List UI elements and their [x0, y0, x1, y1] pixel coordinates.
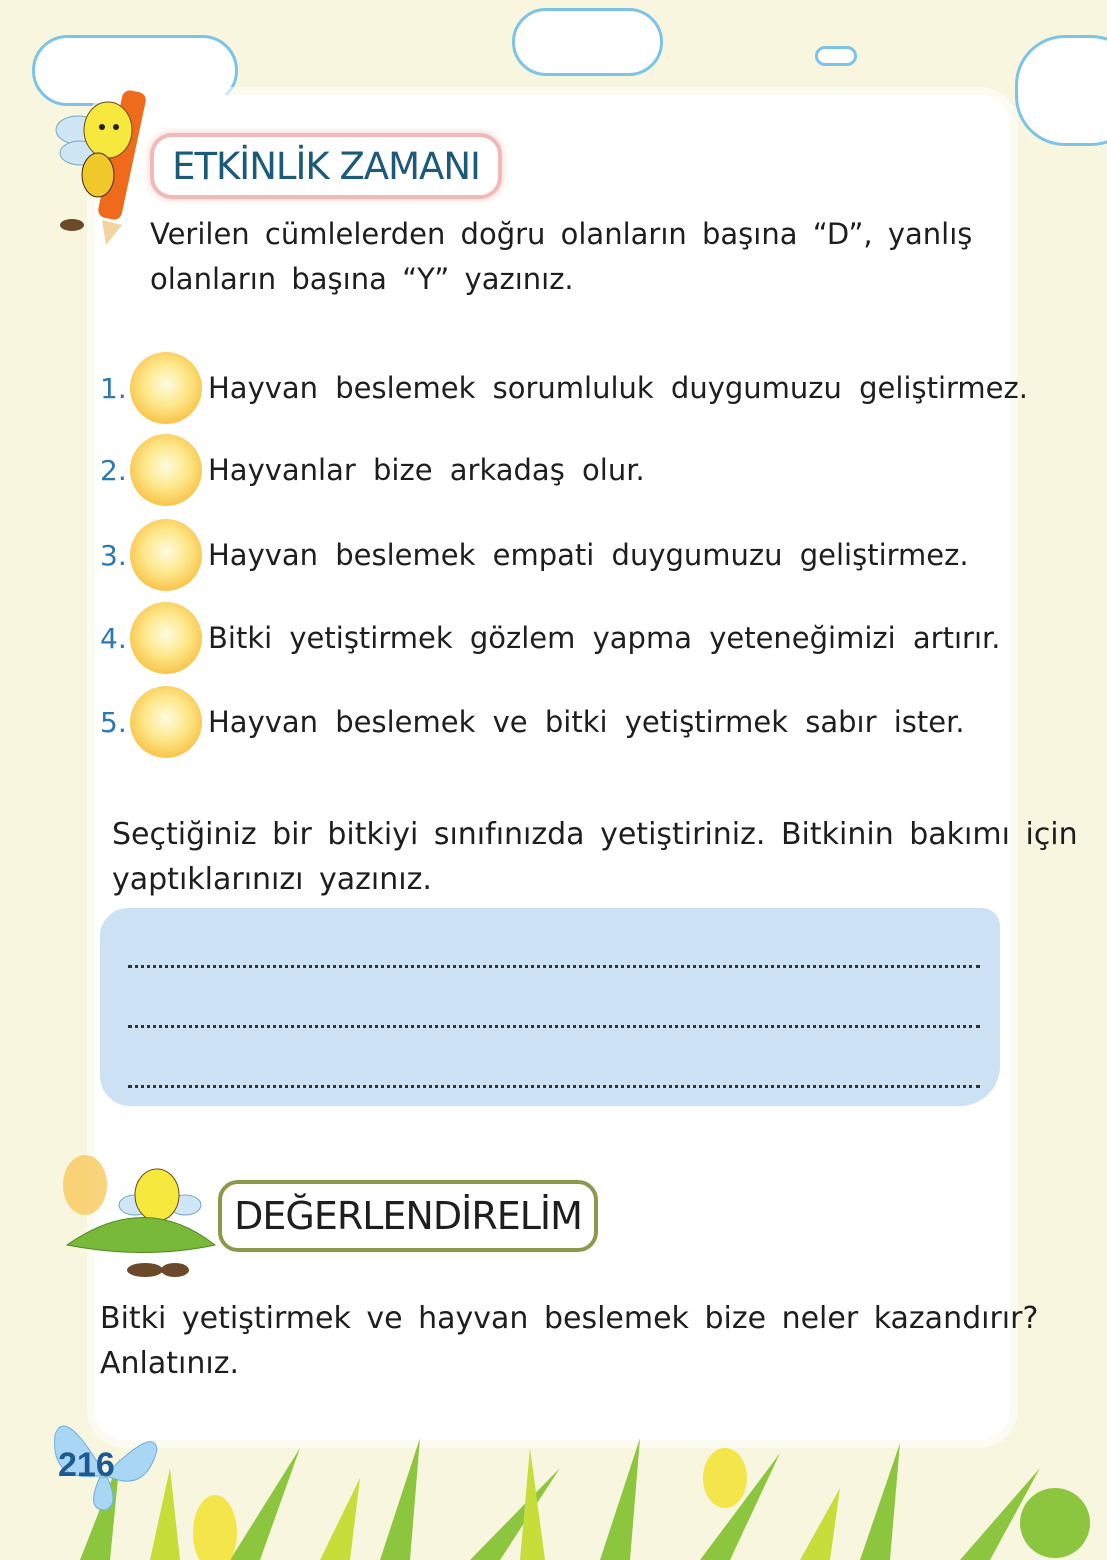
- task-line-1: Seçtiğiniz bir bitkiyi sınıfınızda yetiştiriniz. Bitkinin bakımı için: [112, 817, 1078, 852]
- instruction-line-2: olanların başına “Y” yazınız.: [150, 262, 574, 296]
- statement-item: [100, 350, 1028, 426]
- cloud-decoration: [1015, 35, 1107, 146]
- item-number: 3.: [100, 538, 127, 572]
- cloud-decoration: [815, 46, 857, 66]
- writing-line[interactable]: [128, 965, 980, 968]
- item-number: 2.: [100, 453, 127, 487]
- answer-circle[interactable]: [130, 519, 202, 591]
- evaluation-question-line-2: Anlatınız.: [100, 1346, 239, 1381]
- task-line-2: yaptıklarınızı yazınız.: [112, 862, 432, 897]
- statement-item: [100, 684, 965, 760]
- item-number: 5.: [100, 705, 127, 739]
- bee-pencil-illustration: [50, 85, 160, 255]
- evaluation-question-line-1: Bitki yetiştirmek ve hayvan beslemek bize neler kazandırır?: [100, 1301, 1039, 1336]
- grass-decoration: [0, 1438, 1107, 1560]
- writing-line[interactable]: [128, 1085, 980, 1088]
- statement-item: [100, 432, 645, 508]
- answer-circle[interactable]: [130, 686, 202, 758]
- answer-circle[interactable]: [130, 352, 202, 424]
- item-text: Bitki yetiştirmek gözlem yapma yeteneğimizi artırır.: [208, 621, 1001, 655]
- item-number: 4.: [100, 621, 127, 655]
- activity-heading: [150, 133, 502, 199]
- bee-leaf-illustration: [45, 1150, 220, 1280]
- evaluation-heading: [218, 1180, 598, 1252]
- writing-line[interactable]: [128, 1025, 980, 1028]
- statement-item: [100, 517, 969, 593]
- item-text: Hayvanlar bize arkadaş olur.: [208, 453, 645, 487]
- writing-area[interactable]: [100, 908, 1000, 1106]
- answer-circle[interactable]: [130, 434, 202, 506]
- item-number: 1.: [100, 371, 127, 405]
- answer-circle[interactable]: [130, 602, 202, 674]
- item-text: Hayvan beslemek sorumluluk duygumuzu geliştirmez.: [208, 371, 1028, 405]
- instruction-line-1: Verilen cümlelerden doğru olanların başına “D”, yanlış: [150, 217, 973, 251]
- cloud-decoration: [512, 8, 663, 76]
- item-text: Hayvan beslemek ve bitki yetiştirmek sabır ister.: [208, 705, 965, 739]
- item-text: Hayvan beslemek empati duygumuzu geliştirmez.: [208, 538, 969, 572]
- statement-item: [100, 600, 1001, 676]
- activity-title: ETKİNLİK ZAMANI: [172, 144, 480, 188]
- page-number: 216: [58, 1446, 115, 1484]
- evaluation-title: DEĞERLENDİRELİM: [234, 1194, 582, 1238]
